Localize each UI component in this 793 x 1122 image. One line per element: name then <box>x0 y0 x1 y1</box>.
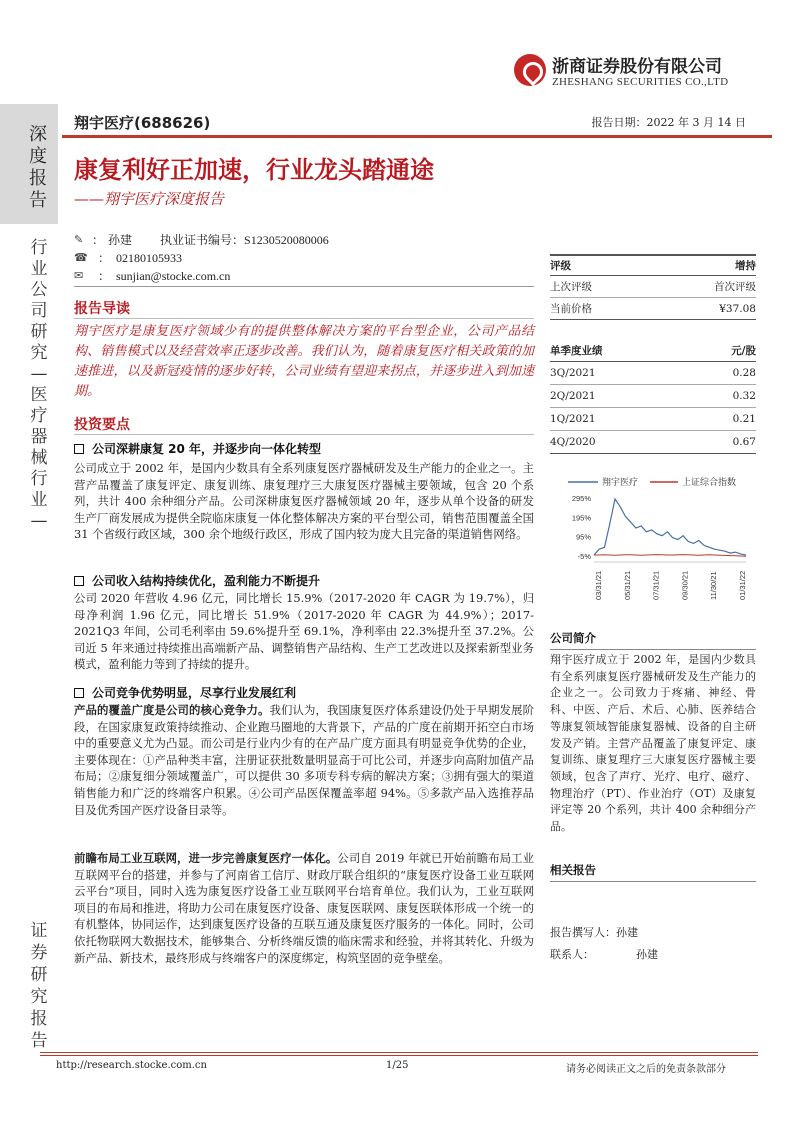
footer-divider <box>40 1052 758 1057</box>
eps-value: 0.21 <box>732 413 756 425</box>
paragraph-4-lead: 前瞻布局工业互联网，进一步完善康复医疗一体化。 <box>74 851 338 865</box>
stock-performance-chart <box>550 470 756 630</box>
side-label-report-type: 深度报告 <box>29 124 47 211</box>
logo-icon <box>514 54 546 86</box>
bullet-heading-1 <box>74 440 321 457</box>
checkbox-icon <box>74 576 84 586</box>
header-band <box>62 104 772 138</box>
bullet-heading-3 <box>74 684 296 701</box>
prev-rating-value: 首次评级 <box>714 281 756 293</box>
separator: ： <box>97 251 110 265</box>
rating-label: 评级 <box>550 260 571 272</box>
bullet-heading-3-text: 公司竞争优势明显，尽享行业发展红利 <box>92 686 297 700</box>
price-row <box>550 298 756 320</box>
eps-quarter: 3Q/2021 <box>550 367 596 379</box>
paragraph-1: 公司成立于 2002 年，是国内少数具有全系列康复医疗器械研发及生产能力的企业之一。主营产品覆盖了康复评定、康复训练、康复理疗三大康复医疗器械主要领域，包含 20 个系列，共计 400 余种细分产品。公司深耕康复医疗器械领域 20 年，逐步从单个设备的研发生产厂商发展成为提供全院临床康复一体化整体解决方案的平台型公司，销售范围覆盖全国 31 个省级行政区域，300 余个地级行政区，形成了国内较为庞大且完备的渠道销售网络。 <box>74 461 534 542</box>
x-tick-label: 03/31/21 <box>594 570 603 600</box>
company-intro: 翔宇医疗成立于 2002 年，是国内少数具有全系列康复医疗器械研发及生产能力的企业之一。公司致力于疼痛、神经、骨科、中医、产后、术后、心肺、医养结合等康复领域智能康复器械、设备的自主研发及产销。主营产品覆盖了康复评定、康复训练、康复理疗三大康复医疗器械主要领域，包含了声疗、光疗、电疗、磁疗、物理治疗（PT）、作业治疗（OT）及康复评定等 20 个系列，共计 400 余种细分产品。 <box>550 653 756 834</box>
eps-row <box>550 431 756 454</box>
eps-quarter: 2Q/2021 <box>550 390 596 402</box>
email-icon: ✉ <box>74 269 84 282</box>
eps-unit: 元/股 <box>731 345 756 357</box>
logo-name-en: ZHESHANG SECURITIES CO.,LTD <box>552 76 729 88</box>
eps-quarter: 4Q/2020 <box>550 436 596 448</box>
footer-url[interactable]: http://research.stocke.com.cn <box>56 1060 207 1071</box>
company-heading: 公司简介 <box>550 630 756 650</box>
guide-heading: 报告导读 <box>74 301 130 317</box>
points-heading: 投资要点 <box>74 417 130 433</box>
page-number: 1/25 <box>386 1060 409 1071</box>
company-logo <box>514 54 774 94</box>
related-info <box>550 922 756 966</box>
analyst-name-row <box>74 232 329 248</box>
phone-icon: ☎ <box>74 251 88 264</box>
y-tick-label: 295% <box>571 494 591 503</box>
legend-label-stock: 翔宇医疗 <box>602 478 639 488</box>
analyst-name-sep: ： <box>92 233 105 247</box>
license-label: 执业证书编号： <box>160 233 245 247</box>
x-tick-label: 05/31/21 <box>622 570 632 600</box>
eps-header-label: 单季度业绩 <box>550 345 603 357</box>
eps-row <box>550 362 756 385</box>
paragraph-4 <box>74 850 534 966</box>
x-tick-label: 01/31/22 <box>738 570 747 600</box>
analyst-email[interactable]: sunjian@stocke.com.cn <box>116 269 231 283</box>
eps-value: 0.67 <box>732 436 756 448</box>
x-tick-label: 09/30/21 <box>680 570 690 600</box>
eps-value: 0.28 <box>732 367 756 379</box>
analyst-phone: 02180105933 <box>116 251 182 265</box>
report-date: 报告日期：2022 年 3 月 14 日 <box>591 116 746 129</box>
eps-row <box>550 408 756 431</box>
prev-rating-row <box>550 276 756 298</box>
series-line-stock <box>594 499 746 555</box>
author-label: 报告撰写人： <box>550 926 616 939</box>
paragraph-2: 公司 2020 年营收 4.96 亿元，同比增长 15.9%（2017-2020 年 CAGR 为 19.7%），归母净利润 1.96 亿元，同比增长 51.9%（2017-2020 年 CAGR 为 44.9%）；2017-2021Q3 年间，公司毛利率由 59.6%提升至 69.1%，净利率由 22.3%提升至 37.2%。公司近 5 年来通过持续推出高端新产品、调整销售产品结构、生产工艺改进以及探索新型业务模式，盈利能力等到了持续的提升。 <box>74 591 534 672</box>
eps-row <box>550 385 756 408</box>
legend-label-index: 上证综合指数 <box>682 478 737 488</box>
guide-text: 翔宇医疗是康复医疗领域少有的提供整体解决方案的平台型企业，公司产品结构、销售模式以及经营效率正逐步改善。我们认为，随着康复医疗相关政策的加速推进，以及新冠疫情的逐步好转，公司业绩有望迎来拐点，并逐步进入到加速期。 <box>74 324 534 399</box>
side-label-category: 行业公司研究—医疗器械行业— <box>30 238 48 531</box>
contact-label: 联系人： <box>550 948 594 961</box>
bullet-heading-2 <box>74 572 320 589</box>
paragraph-3 <box>74 702 534 818</box>
checkbox-icon <box>74 688 84 698</box>
author-row <box>550 922 756 944</box>
side-label-securities-research: 证券研究报告 <box>30 921 48 1051</box>
analyst-phone-row <box>74 250 329 266</box>
stock-name: 翔宇医疗(688626) <box>74 114 211 132</box>
prev-rating-label: 上次评级 <box>550 281 592 293</box>
analyst-info <box>74 232 329 286</box>
paragraph-3-lead: 产品的覆盖广度是公司的核心竞争力。 <box>74 703 270 717</box>
logo-name-cn: 浙商证券股份有限公司 <box>552 57 722 77</box>
rating-value: 增持 <box>735 260 756 272</box>
analyst-name: 孙建 <box>108 233 133 247</box>
page-title: 康复利好正加速，行业龙头踏通途 <box>74 156 434 184</box>
y-tick-label: -5% <box>577 552 591 561</box>
divider <box>74 286 534 287</box>
eps-header <box>550 340 756 362</box>
divider <box>74 318 534 319</box>
bullet-heading-2-text: 公司收入结构持续优化，盈利能力不断提升 <box>92 574 321 588</box>
license-number: S1230520080006 <box>244 233 329 247</box>
author-name: 孙建 <box>616 926 638 939</box>
contact-row <box>550 944 756 966</box>
footer-disclaimer: 请务必阅读正文之后的免责条款部分 <box>566 1064 726 1075</box>
checkbox-icon <box>74 444 84 454</box>
eps-value: 0.32 <box>732 390 756 402</box>
rating-header <box>550 254 756 276</box>
contact-name: 孙建 <box>636 948 658 961</box>
paragraph-3-body: 我们认为，我国康复医疗体系建设仍处于早期发展阶段，在国家康复政策持续推动、企业跑马圈地的大背景下，产品的广度在前期开拓空白市场中的重要意义尤为凸显。而公司是行业内少有的在产品广度方面具有明显竞争优势的企业，主要体现在：①产品种类丰富，注册证获批数量明显高于可比公司，并逐步向高附加值产品布局；②康复细分领域覆盖广，可以提供 30 多项专科专病的解决方案；③拥有强大的渠道销售能力和广泛的终端客户积累。④公司产品医保覆盖率超 94%。⑤多款产品入选推荐品目及优秀国产医疗设备目录等。 <box>74 703 534 817</box>
y-axis <box>572 494 592 561</box>
analyst-email-row <box>74 268 329 284</box>
x-tick-label: 11/30/21 <box>709 571 719 600</box>
bullet-heading-1-text: 公司深耕康复 20 年，并逐步向一体化转型 <box>92 442 322 456</box>
page-subtitle: ——翔宇医疗深度报告 <box>74 190 225 208</box>
related-heading: 相关报告 <box>550 862 756 882</box>
eps-quarter: 1Q/2021 <box>550 413 596 425</box>
plot-area <box>594 499 746 556</box>
price-value: ¥37.08 <box>719 302 756 315</box>
chart-legend <box>568 476 736 488</box>
paragraph-4-body: 公司自 2019 年就已开始前瞻布局工业互联网平台的搭建，并参与了河南省工信厅、财政厅联合组织的“康复医疗设备工业互联网云平台”项目，同时入选为康复医疗设备工业互联网平台培育单位。我们认为，工业互联网项目的布局和推进，将助力公司在康复医疗设备、康复医联网、康复医联体形成一个统一的有机整体，协同运作，达到康复医疗设备的互联互通及康复医疗服务的一体化。同时，公司依托物联网大数据技术，能够集合、分析终端反馈的临床需求和经验，并将其转化、升级为新产品、新技术，最终形成与终端客户的深度绑定，构筑坚固的竞争壁垒。 <box>74 851 534 965</box>
person-icon: ✎ <box>74 233 84 246</box>
x-tick-label: 07/31/21 <box>651 570 661 600</box>
x-axis <box>594 562 747 600</box>
price-label: 当前价格 <box>550 303 592 315</box>
y-tick-label: 195% <box>571 513 591 523</box>
divider <box>74 434 534 435</box>
series-line-index <box>594 555 746 557</box>
separator: ： <box>97 269 110 283</box>
y-tick-label: 95% <box>575 532 591 542</box>
